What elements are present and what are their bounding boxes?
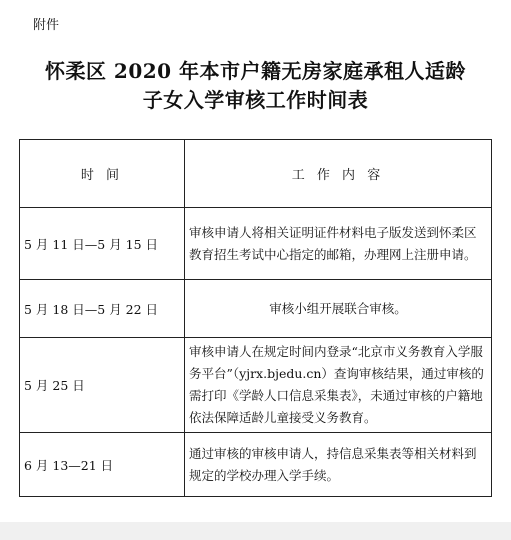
attachment-label: 附件 [33,18,60,33]
table-row [20,280,492,338]
header-time: 时 间 [20,140,185,208]
content-cell: 审核申请人将相关证明证件材料电子版发送到怀柔区教育招生考试中心指定的邮箱，办理网上注册申请。 [185,208,492,280]
table-row [20,433,492,497]
content-cell: 审核小组开展联合审核。 [185,280,492,338]
content-cell: 通过审核的审核申请人，持信息采集表等相关材料到规定的学校办理入学手续。 [185,433,492,497]
time-cell: 6 月 13—21 日 [20,433,185,497]
document-title-line1: 怀柔区 2020 年本市户籍无房家庭承租人适龄 [44,59,467,83]
content-cell: 审核申请人在规定时间内登录“北京市义务教育入学服务平台”（yjrx.bjedu.cn）查询审核结果，通过审核的需打印《学龄人口信息采集表》，未通过审核的户籍地依法保障适龄儿童接受义务教育。 [185,338,492,433]
schedule-table [19,139,492,497]
header-content: 工 作 内 容 [185,140,492,208]
time-cell: 5 月 11 日—5 月 15 日 [20,208,185,280]
table-row [20,338,492,433]
document-title-line2: 子女入学审核工作时间表 [142,88,369,112]
table-row [20,208,492,280]
time-cell: 5 月 25 日 [20,338,185,433]
table-header-row [20,140,492,208]
time-cell: 5 月 18 日—5 月 22 日 [20,280,185,338]
